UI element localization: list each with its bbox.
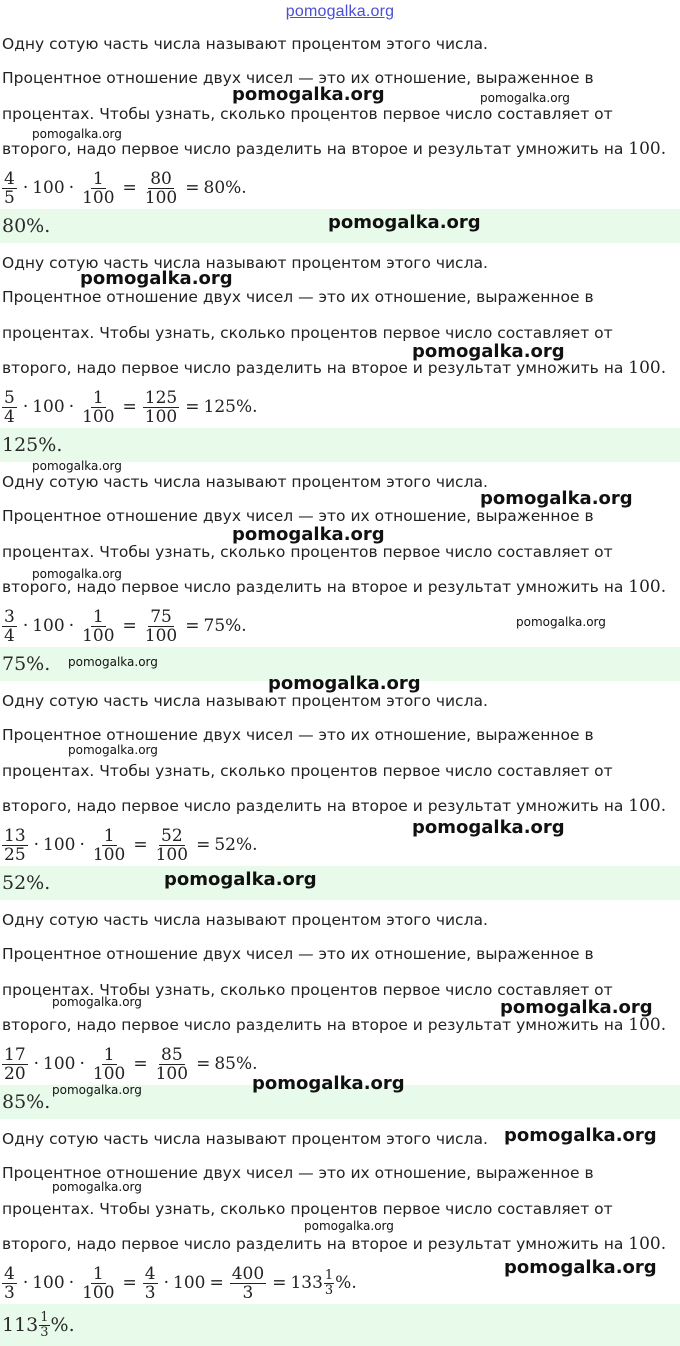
definition-text: Одну сотую часть числа называют процентом этого числа. <box>2 254 488 272</box>
watermark: pomogalka.org <box>252 1073 405 1094</box>
ratio-text-line2: процентах. Чтобы узнать, сколько процентов первое число составляет от <box>2 981 613 999</box>
definition-text: Одну сотую часть числа называют процентом этого числа. <box>2 911 488 929</box>
definition-text: Одну сотую часть числа называют процентом этого числа. <box>2 35 488 53</box>
site-link[interactable]: pomogalka.org <box>285 3 395 20</box>
watermark: pomogalka.org <box>80 268 233 289</box>
watermark: pomogalka.org <box>500 997 653 1018</box>
definition-text: Одну сотую часть числа называют процентом этого числа. <box>2 1130 488 1148</box>
watermark: pomogalka.org <box>504 1257 657 1278</box>
watermark: pomogalka.org <box>304 1219 394 1233</box>
ratio-text-line1: Процентное отношение двух чисел — это их отношение, выраженное в <box>2 69 594 87</box>
ratio-text-line2: процентах. Чтобы узнать, сколько процентов первое число составляет от <box>2 543 613 561</box>
ratio-text-line1: Процентное отношение двух чисел — это их отношение, выраженное в <box>2 507 594 525</box>
watermark: pomogalka.org <box>328 212 481 233</box>
ratio-text-line3: второго, надо первое число разделить на второе и результат умножить на 100. <box>2 1234 667 1254</box>
watermark: pomogalka.org <box>52 1180 142 1194</box>
ratio-text-line1: Процентное отношение двух чисел — это их отношение, выраженное в <box>2 945 594 963</box>
ratio-text-line3: второго, надо первое число разделить на второе и результат умножить на 100. <box>2 139 667 159</box>
formula: $\frac{4}{5}$ · 100 · $\frac{1}{100}$ = $\frac{80}{100}$ = 80%. <box>4 168 247 208</box>
answer-box: 125%. <box>0 428 680 462</box>
formula: $\frac{13}{25}$ · 100 · $\frac{1}{100}$ = $\frac{52}{100}$ = 52%. <box>4 825 258 865</box>
formula: $\frac{5}{4}$ · 100 · $\frac{1}{100}$ = $\frac{125}{100}$ = 125%. <box>4 387 258 427</box>
watermark: pomogalka.org <box>232 84 385 105</box>
site-header <box>0 0 680 26</box>
ratio-text-line3: второго, надо первое число разделить на второе и результат умножить на 100. <box>2 577 667 597</box>
watermark: pomogalka.org <box>164 869 317 890</box>
watermark: pomogalka.org <box>480 91 570 105</box>
formula: $\frac{4}{3}$ · 100 · $\frac{1}{100}$ = $\frac{4}{3}$ · 100 = $\frac{400}{3}$ = 133 $\frac{1}{3}$ %. <box>4 1263 357 1303</box>
watermark: pomogalka.org <box>68 655 158 669</box>
watermark: pomogalka.org <box>268 673 421 694</box>
ratio-text-line2: процентах. Чтобы узнать, сколько процентов первое число составляет от <box>2 324 613 342</box>
ratio-text-line1: Процентное отношение двух чисел — это их отношение, выраженное в <box>2 726 594 744</box>
watermark: pomogalka.org <box>480 488 633 509</box>
ratio-text-line3: второго, надо первое число разделить на второе и результат умножить на 100. <box>2 1015 667 1035</box>
watermark: pomogalka.org <box>68 743 158 757</box>
ratio-text-line3: второго, надо первое число разделить на второе и результат умножить на 100. <box>2 358 667 378</box>
watermark: pomogalka.org <box>52 1083 142 1097</box>
watermark: pomogalka.org <box>232 524 385 545</box>
answer-box: 113 $\frac{1}{3}$ %. <box>0 1304 680 1346</box>
watermark: pomogalka.org <box>412 817 565 838</box>
watermark: pomogalka.org <box>504 1125 657 1146</box>
watermark: pomogalka.org <box>516 615 606 629</box>
watermark: pomogalka.org <box>32 567 122 581</box>
watermark: pomogalka.org <box>52 995 142 1009</box>
ratio-text-line1: Процентное отношение двух чисел — это их отношение, выраженное в <box>2 288 594 306</box>
watermark: pomogalka.org <box>412 341 565 362</box>
ratio-text-line2: процентах. Чтобы узнать, сколько процентов первое число составляет от <box>2 105 613 123</box>
definition-text: Одну сотую часть числа называют процентом этого числа. <box>2 692 488 710</box>
ratio-text-line3: второго, надо первое число разделить на второе и результат умножить на 100. <box>2 796 667 816</box>
ratio-text-line1: Процентное отношение двух чисел — это их отношение, выраженное в <box>2 1164 594 1182</box>
definition-text: Одну сотую часть числа называют процентом этого числа. <box>2 473 488 491</box>
ratio-text-line2: процентах. Чтобы узнать, сколько процентов первое число составляет от <box>2 762 613 780</box>
answer-box: 80%. <box>0 209 680 243</box>
ratio-text-line2: процентах. Чтобы узнать, сколько процентов первое число составляет от <box>2 1200 613 1218</box>
formula: $\frac{3}{4}$ · 100 · $\frac{1}{100}$ = $\frac{75}{100}$ = 75%. <box>4 606 247 646</box>
formula: $\frac{17}{20}$ · 100 · $\frac{1}{100}$ = $\frac{85}{100}$ = 85%. <box>4 1044 258 1084</box>
answer-box: 75%. <box>0 647 680 681</box>
watermark: pomogalka.org <box>32 127 122 141</box>
watermark: pomogalka.org <box>32 459 122 473</box>
answer-box: 52%. <box>0 866 680 900</box>
answer-box: 85%. <box>0 1085 680 1119</box>
